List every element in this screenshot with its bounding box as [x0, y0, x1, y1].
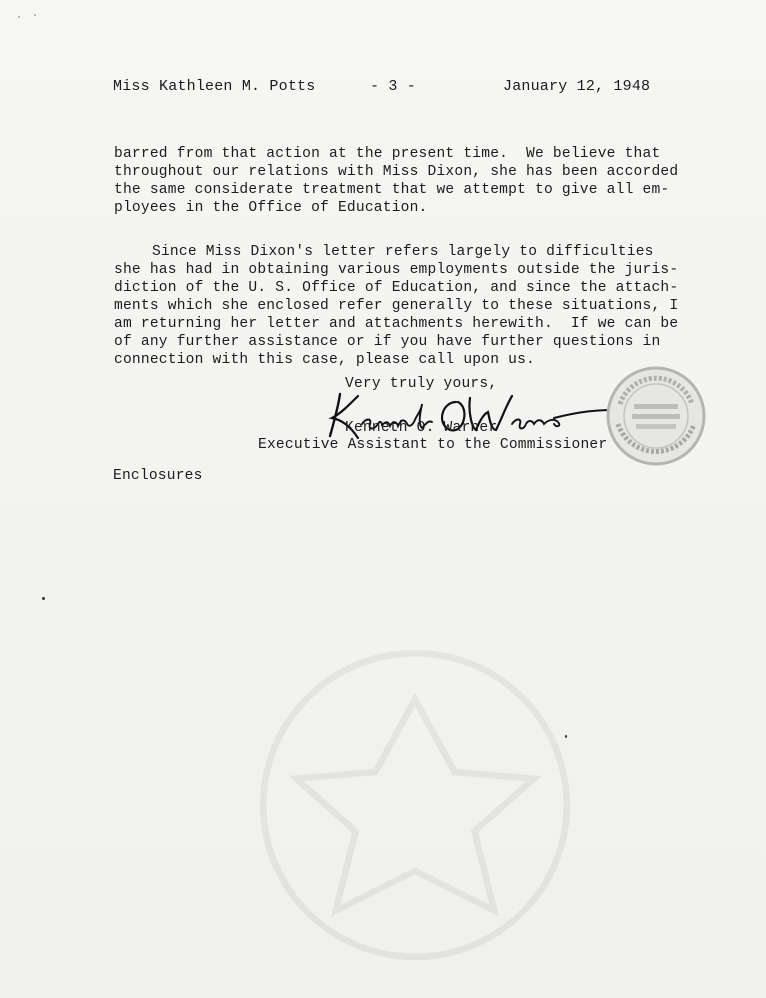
paragraph2-line-7: connection with this case, please call upon us.: [114, 352, 536, 368]
paper-speck: [34, 14, 36, 16]
header-date: January 12, 1948: [503, 78, 651, 95]
paragraph1-line-1: barred from that action at the present time. We believe that: [114, 146, 661, 162]
paper-speck: [42, 597, 45, 600]
paper-speck: [18, 16, 20, 18]
closing: Very truly yours,: [345, 376, 498, 392]
enclosures-label: Enclosures: [113, 468, 203, 484]
paper-speck: [565, 735, 567, 738]
paragraph2-line-6: of any further assistance or if you have further questions in: [114, 334, 661, 350]
archive-stamp-icon: [604, 364, 708, 468]
paragraph2-line-2: she has had in obtaining various employments outside the juris-: [114, 262, 679, 278]
paragraph2-line-5: am returning her letter and attachments herewith. If we can be: [114, 316, 679, 332]
paragraph1-line-4: ployees in the Office of Education.: [114, 200, 428, 216]
signer-title: Executive Assistant to the Commissioner: [258, 437, 608, 453]
header-page-number: - 3 -: [370, 78, 417, 95]
signer-name: Kenneth O. Warner: [345, 420, 498, 436]
paragraph1-line-2: throughout our relations with Miss Dixon, she has been accorded: [114, 164, 679, 180]
paragraph2-line-1: Since Miss Dixon's letter refers largely to difficulties: [152, 244, 654, 260]
embossed-seal-icon: [250, 640, 580, 970]
paragraph2-line-4: ments which she enclosed refer generally to these situations, I: [114, 298, 679, 314]
paragraph2-line-3: diction of the U. S. Office of Education, and since the attach-: [114, 280, 679, 296]
paragraph1-line-3: the same considerate treatment that we attempt to give all em-: [114, 182, 670, 198]
header-recipient: Miss Kathleen M. Potts: [113, 78, 316, 95]
